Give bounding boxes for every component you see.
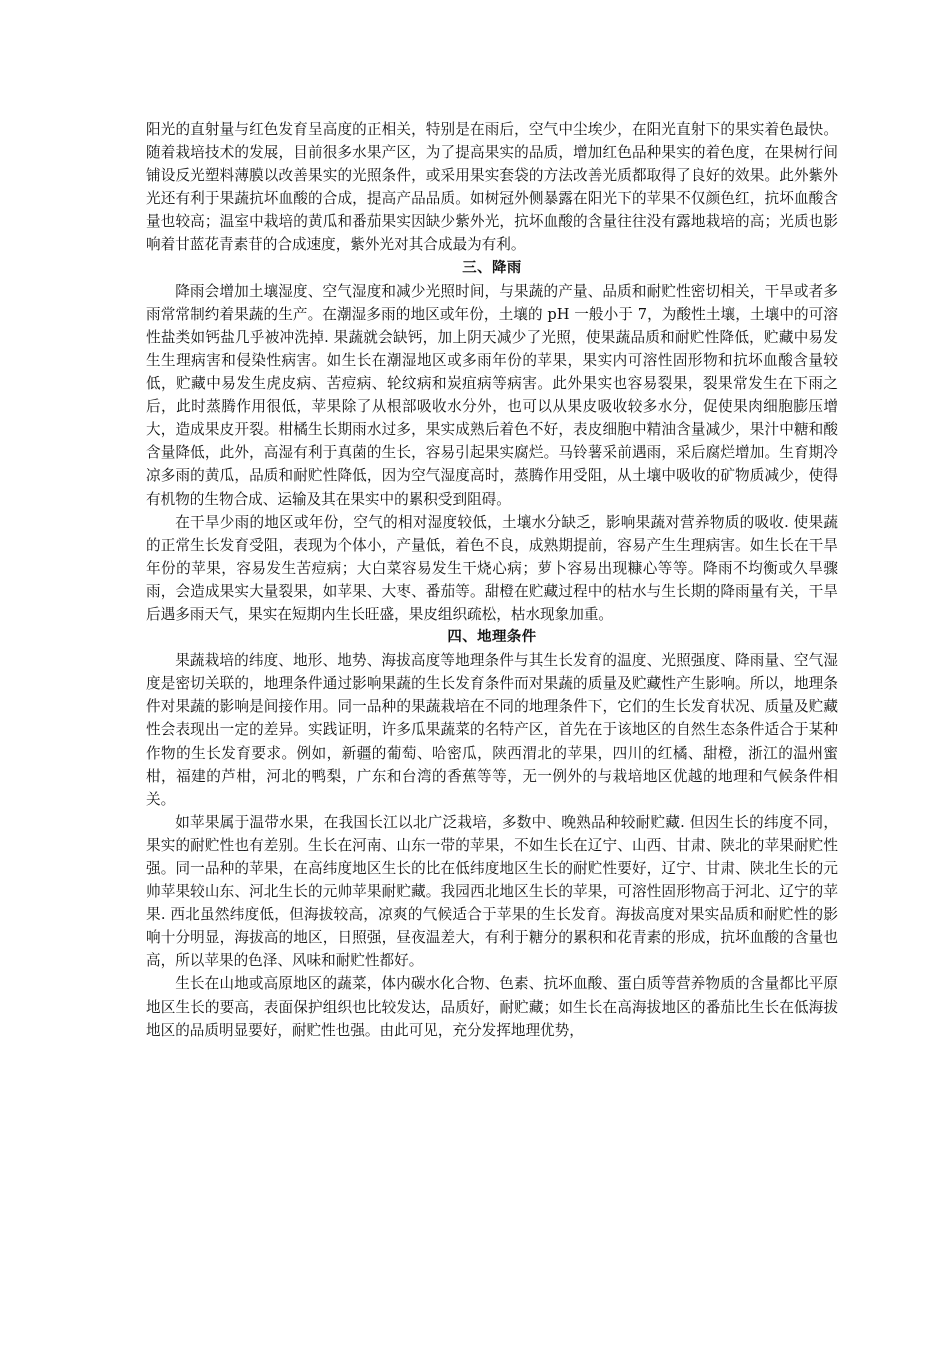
document-body	[146, 118, 838, 1042]
paragraph-geography-overview: 果蔬栽培的纬度、地形、地势、海拔高度等地理条件与其生长发育的温度、光照强度、降雨量、空气湿度是密切关联的，地理条件通过影响果蔬的生长发育条件而对果蔬的质量及贮藏性产生影响。所以，地理条件对果蔬的影响是间接作用。同一品种的果蔬栽培在不同的地理条件下，它们的生长发育状况、质量及贮藏性会表现出一定的差异。实践证明，许多瓜果蔬菜的名特产区，首先在于该地区的自然生态条件适合于某种作物的生长发育要求。例如，新疆的葡萄、哈密瓜，陕西渭北的苹果，四川的红橘、甜橙，浙江的温州蜜柑，福建的芦柑，河北的鸭梨，广东和台湾的香蕉等等，无一例外的与栽培地区优越的地理和气候条件相关。	[146, 652, 838, 808]
paragraph-geography-vegetables: 生长在山地或高原地区的蔬菜，体内碳水化合物、色素、抗坏血酸、蛋白质等营养物质的含量都比平原地区生长的要高，表面保护组织也比较发达，品质好，耐贮藏；如生长在高海拔地区的番茄比生长在低海拔地区的品质明显要好，耐贮性也强。由此可见，充分发挥地理优势，	[146, 975, 838, 1039]
section-heading-geography: 四、地理条件	[447, 629, 537, 646]
paragraph-geography-apple: 如苹果属于温带水果，在我国长江以北广泛栽培，多数中、晚熟品种较耐贮藏. 但因生长的纬度不同，果实的耐贮性也有差别。生长在河南、山东一带的苹果，不如生长在辽宁、山西、甘肃、陕北的苹果耐贮性强。同一品种的苹果，在高纬度地区生长的比在低纬度地区生长的耐贮性要好，辽宁、甘肃、陕北生长的元帅苹果较山东、河北生长的元帅苹果耐贮藏。我园西北地区生长的苹果，可溶性固形物高于河北、辽宁的苹果. 西北虽然纬度低，但海拔较高，凉爽的气候适合于苹果的生长发育。海拔高度对果实品质和耐贮性的影响十分明显，海拔高的地区，日照强，昼夜温差大，有利于糖分的累积和花青素的形成，抗坏血酸的含量也高，所以苹果的色泽、风味和耐贮性都好。	[146, 813, 838, 970]
paragraph-light-quality: 阳光的直射量与红色发育呈高度的正相关，特别是在雨后，空气中尘埃少，在阳光直射下的果实着色最快。随着栽培技术的发展，目前很多水果产区，为了提高果实的品质，增加红色品种果实的着色度，在果树行间铺设反光塑料薄膜以改善果实的光照条件，或采用果实套袋的方法改善光质都取得了良好的效果。此外紫外光还有利于果蔬抗坏血酸的合成，提高产品品质。如树冠外侧暴露在阳光下的苹果不仅颜色红，抗坏血酸含量也较高；温室中栽培的黄瓜和番茄果实因缺少紫外光，抗坏血酸的含量往往没有露地栽培的高；光质也影响着甘蓝花青素苷的合成速度，紫外光对其合成最为有利。	[146, 121, 838, 254]
paragraph-rainfall-humid: 降雨会增加土壤湿度、空气湿度和减少光照时间，与果蔬的产量、品质和耐贮性密切相关，干旱或者多雨常常制约着果蔬的生产。在潮湿多雨的地区或年份，土壤的 pH 一般小于 7，为酸性土壤，土壤中的可溶性盐类如钙盐几乎被冲洗掉. 果蔬就会缺钙，加上阴天减少了光照，使果蔬品质和耐贮性降低，贮藏中易发生生理病害和侵染性病害。如生长在潮湿地区或多雨年份的苹果，果实内可溶性固形物和抗坏血酸含量较低，贮藏中易发生虎皮病、苦痘病、轮纹病和炭疽病等病害。此外果实也容易裂果，裂果常发生在下雨之后，此时蒸腾作用很低，苹果除了从根部吸收水分外，也可以从果皮吸收较多水分，促使果肉细胞膨压增大，造成果皮开裂。柑橘生长期雨水过多，果实成熟后着色不好，表皮细胞中精油含量减少，果汁中糖和酸含量降低，此外，高湿有利于真菌的生长，容易引起果实腐烂。马铃薯采前遇雨，采后腐烂增加。生育期冷凉多雨的黄瓜，品质和耐贮性降低，因为空气湿度高时，蒸腾作用受阻，从土壤中吸收的矿物质减少，使得有机物的生物合成、运输及其在果实中的累积受到阻碍。	[146, 282, 838, 508]
section-heading-rainfall: 三、降雨	[462, 259, 522, 276]
paragraph-rainfall-drought: 在干旱少雨的地区或年份，空气的相对湿度较低，土壤水分缺乏，影响果蔬对营养物质的吸收. 使果蔬的正常生长发育受阻，表现为个体小，产量低，着色不良，成熟期提前，容易产生生理病害。如生长在干旱年份的苹果，容易发生苦痘病；大白菜容易发生干烧心病；萝卜容易出现糠心等等。降雨不均衡或久旱骤雨，会造成果实大量裂果，如苹果、大枣、番茄等。甜橙在贮藏过程中的枯水与生长期的降雨量有关，干旱后遇多雨天气，果实在短期内生长旺盛，果皮组织疏松，枯水现象加重。	[146, 513, 838, 623]
